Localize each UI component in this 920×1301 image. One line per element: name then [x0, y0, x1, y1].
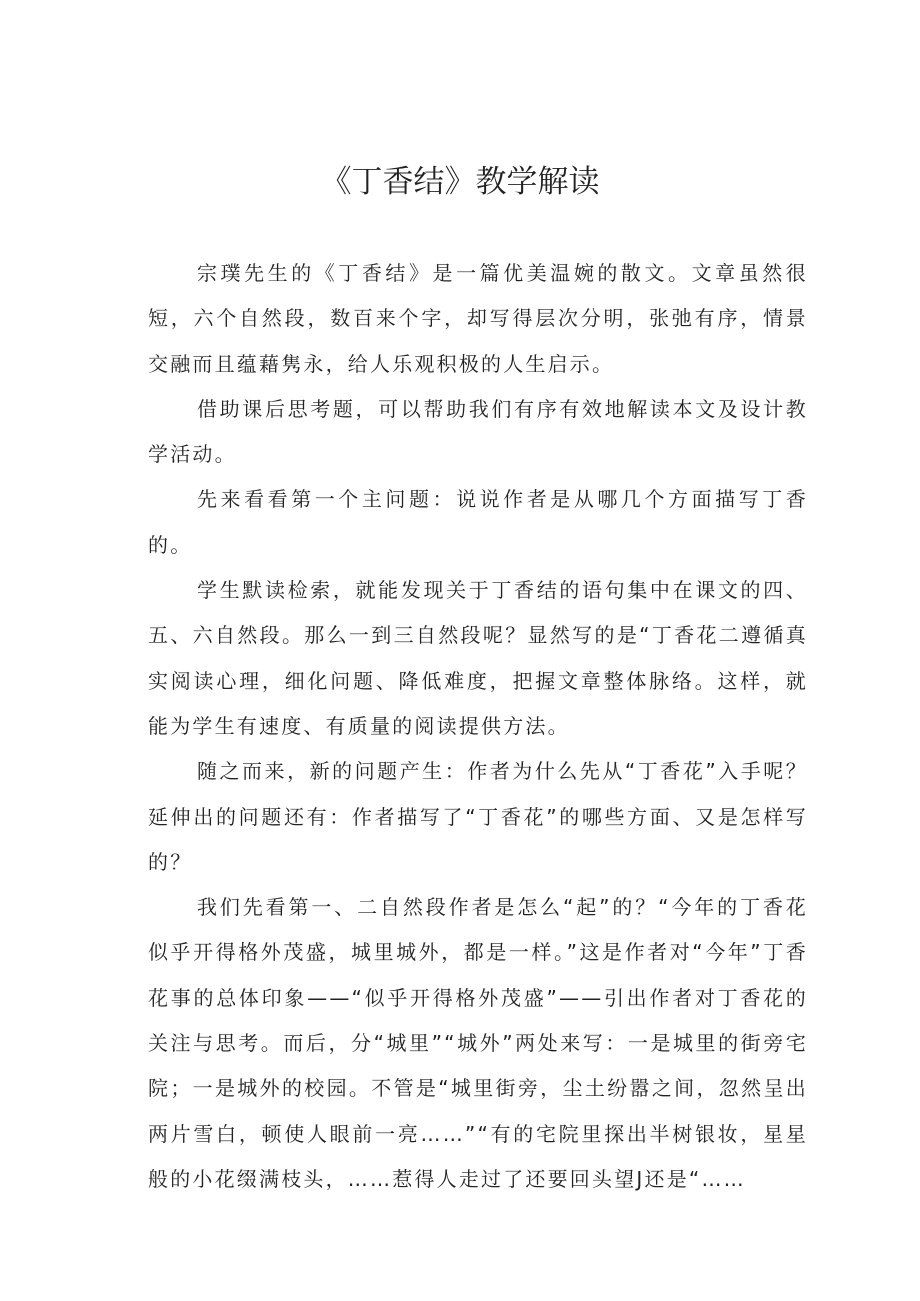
- paragraph-5: 随之而来，新的问题产生：作者为什么先从“丁香花”入手呢？延伸出的问题还有：作者描写了“丁香花”的哪些方面、又是怎样写的？: [148, 759, 808, 874]
- paragraph-3: 先来看看第一个主问题：说说作者是从哪几个方面描写丁香的。: [148, 487, 808, 557]
- paragraph-1: 宗璞先生的《丁香结》是一篇优美温婉的散文。文章虽然很短，六个自然段，数百来个字，却写得层次分明，张弛有序，情景交融而且蕴藉隽永，给人乐观积极的人生启示。: [148, 261, 808, 376]
- paragraph-4: 学生默读检索，就能发现关于丁香结的语句集中在课文的四、五、六自然段。那么一到三自然段呢？显然写的是“丁香花二遵循真实阅读心理，细化问题、降低难度，把握文章整体脉络。这样，就能为学生有速度、有质量的阅读提供方法。: [148, 578, 808, 738]
- document-body: [148, 251, 808, 1202]
- paragraph-6: 我们先看第一、二自然段作者是怎么“起”的？“今年的丁香花似乎开得格外茂盛，城里城外，都是一样。”这是作者对“今年”丁香花事的总体印象——“似乎开得格外茂盛”——引出作者对丁香花的关注与思考。而后，分“城里”“城外”两处来写：一是城里的街旁宅院；一是城外的校园。不管是“城里街旁，尘土纷嚣之间，忽然呈出两片雪白，顿使人眼前一亮……”“有的宅院里探出半树银妆，星星般的小花缀满枝头，……惹得人走过了还要回头望J还是“……: [148, 895, 808, 1191]
- paragraph-2: 借助课后思考题，可以帮助我们有序有效地解读本文及设计教学活动。: [148, 396, 808, 467]
- document-title: 《丁香结》教学解读: [320, 164, 600, 200]
